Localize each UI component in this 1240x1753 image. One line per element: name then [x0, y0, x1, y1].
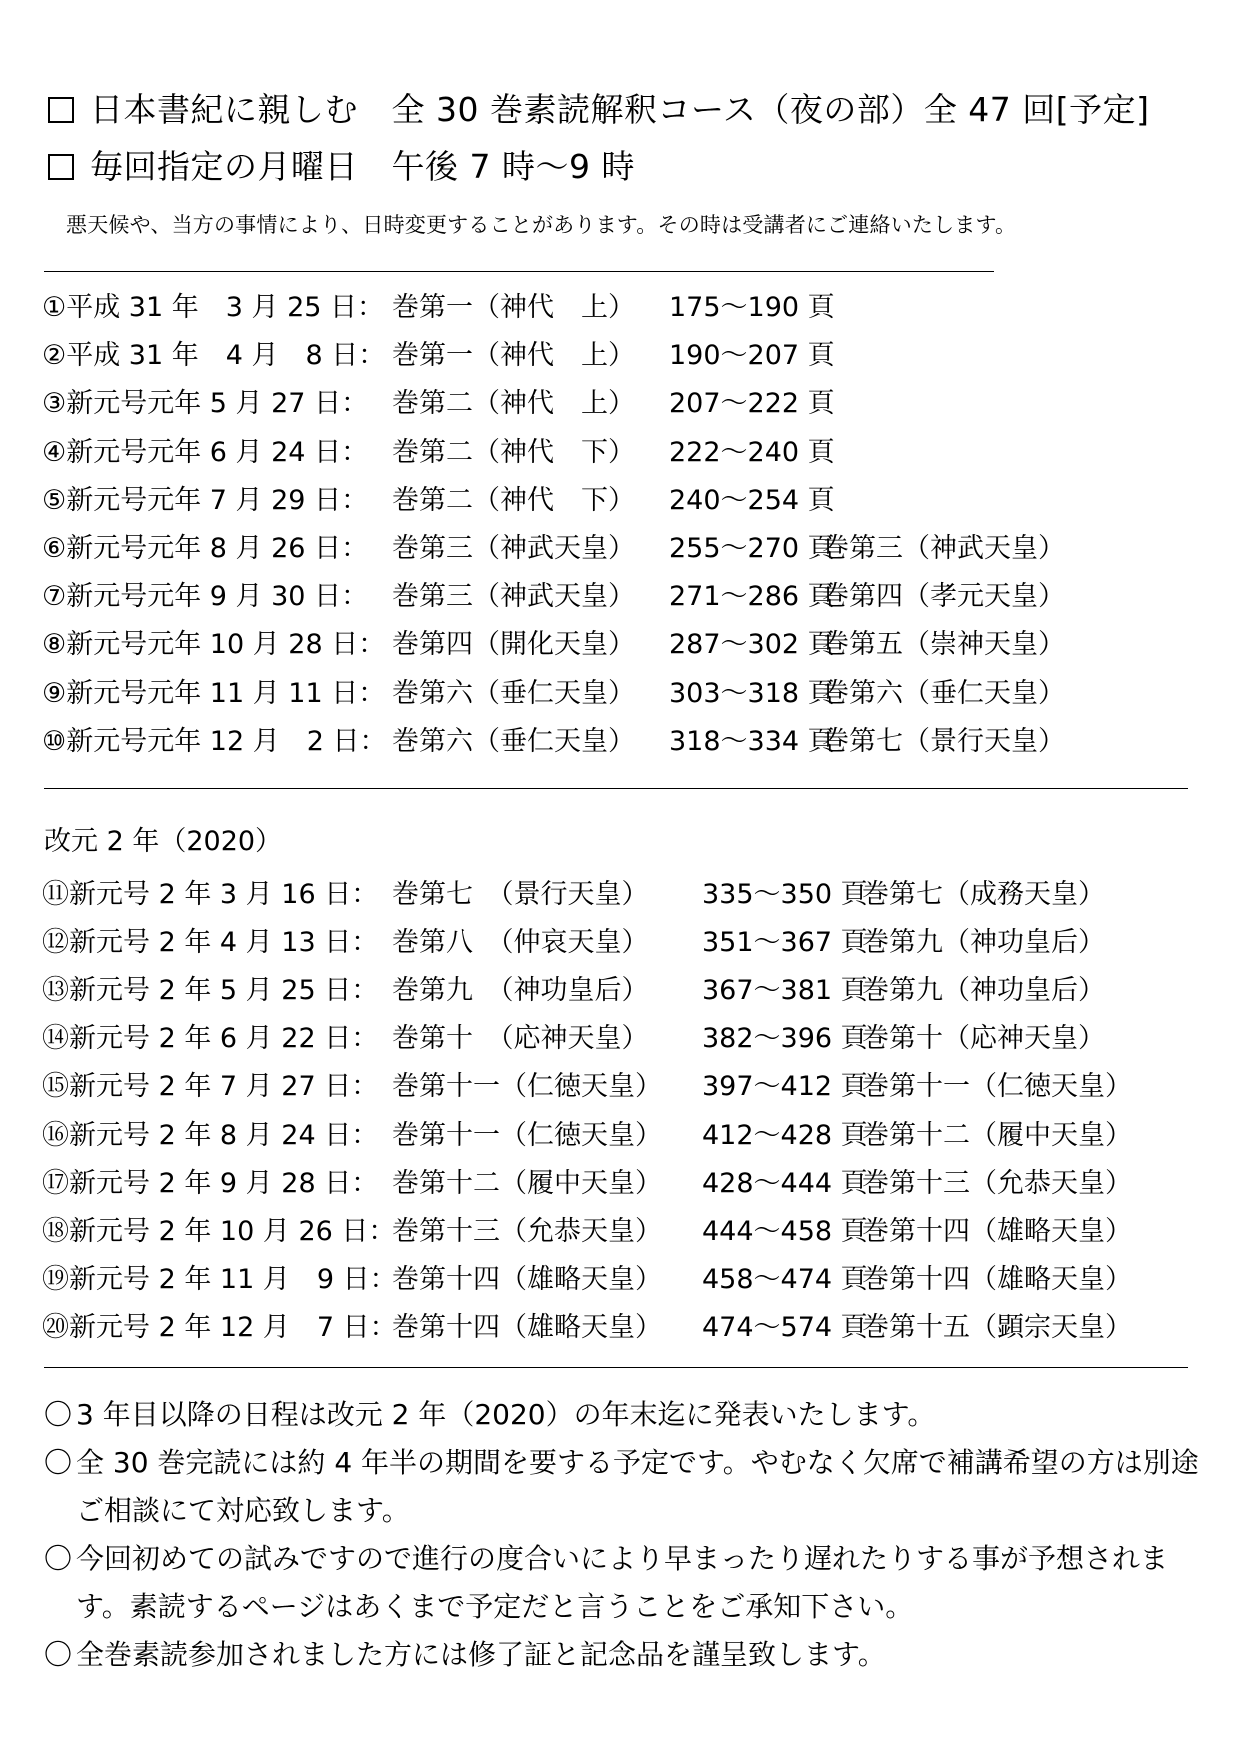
note-item	[44, 1631, 1204, 1679]
note-text: 3 年目以降の日程は改元 2 年（2020）の年末迄に発表いたします。	[76, 1398, 936, 1431]
session-book: 巻第十一（仁徳天皇）	[392, 1071, 662, 1103]
session-pages: 367～381 頁	[702, 975, 868, 1007]
course-title-text: 日本書紀に親しむ 全 30 巻素読解釈コース（夜の部）全 47 回[予定]	[90, 90, 1150, 129]
session-pages: 335～350 頁	[702, 879, 868, 910]
session-book: 巻第六（垂仁天皇）	[392, 725, 635, 757]
circle-bullet-icon: 〇	[44, 1638, 73, 1671]
session-book: 巻第二（神代 上）	[392, 388, 635, 420]
session-next-book: 巻第十五（顕宗天皇）	[862, 1311, 1132, 1343]
session-book: 巻第十四（雄略天皇）	[392, 1311, 662, 1343]
session-next-book: 巻第三（神武天皇）	[822, 533, 1065, 564]
circle-bullet-icon: 〇	[44, 1398, 73, 1431]
divider	[44, 271, 994, 272]
session-book: 巻第四（開化天皇）	[392, 629, 635, 661]
note-text: 全 30 巻完読には約 4 年半の期間を要する予定です。やむなく欠席で補講希望の方は別途ご相談にて対応致します。	[76, 1446, 1199, 1527]
session-date: ⑱新元号 2 年 10 月 26 日：	[42, 1215, 396, 1247]
session-book: 巻第八 （仲哀天皇）	[392, 927, 649, 959]
notes-list	[44, 1391, 1204, 1679]
note-item	[44, 1439, 1204, 1535]
note-item	[44, 1535, 1204, 1631]
divider	[44, 788, 1188, 789]
session-book: 巻第十三（允恭天皇）	[392, 1215, 662, 1247]
session-date: ⑫新元号 2 年 4 月 13 日：	[42, 927, 379, 959]
session-next-book: 巻第七（成務天皇）	[862, 879, 1105, 910]
session-date: ⑧新元号元年 10 月 28 日：	[42, 629, 386, 661]
session-date: ⑩新元号元年 12 月 2 日：	[42, 725, 387, 757]
session-book: 巻第十一（仁徳天皇）	[392, 1119, 662, 1151]
session-pages: 175～190 頁	[669, 292, 835, 323]
session-pages: 428～444 頁	[702, 1167, 868, 1199]
session-pages: 382～396 頁	[702, 1023, 868, 1055]
session-next-book: 巻第九（神功皇后）	[862, 927, 1105, 959]
session-book: 巻第二（神代 下）	[392, 436, 635, 468]
session-pages: 412～428 頁	[702, 1119, 868, 1151]
session-pages: 351～367 頁	[702, 927, 868, 959]
circle-bullet-icon: 〇	[44, 1542, 73, 1575]
session-pages: 240～254 頁	[669, 484, 835, 516]
session-date: ④新元号元年 6 月 24 日：	[42, 436, 369, 468]
session-next-book: 巻第九（神功皇后）	[862, 975, 1105, 1007]
class-time-text: 毎回指定の月曜日 午後 7 時～9 時	[90, 147, 635, 186]
session-book: 巻第七 （景行天皇）	[392, 879, 649, 910]
course-title	[48, 90, 1150, 130]
year-heading: 改元 2 年（2020）	[44, 826, 283, 857]
session-date: ②平成 31 年 4 月 8 日：	[42, 340, 386, 372]
session-next-book: 巻第十三（允恭天皇）	[862, 1167, 1132, 1199]
session-book: 巻第六（垂仁天皇）	[392, 677, 635, 709]
session-pages: 397～412 頁	[702, 1071, 868, 1103]
note-text: 今回初めての試みですので進行の度合いにより早まったり遅れたりする事が予想されます。素読するページはあくまで予定だと言うことをご承知下さい。	[76, 1542, 1169, 1623]
note-item	[44, 1391, 1204, 1439]
session-pages: 222～240 頁	[669, 436, 835, 468]
divider	[44, 1367, 1188, 1368]
session-date: ⑰新元号 2 年 9 月 28 日：	[42, 1167, 379, 1199]
session-pages: 458～474 頁	[702, 1263, 868, 1295]
session-next-book: 巻第四（孝元天皇）	[822, 581, 1065, 613]
session-date: ⑳新元号 2 年 12 月 7 日：	[42, 1311, 397, 1343]
session-next-book: 巻第五（崇神天皇）	[822, 629, 1065, 661]
session-book: 巻第十 （応神天皇）	[392, 1023, 649, 1055]
class-time	[48, 147, 635, 187]
session-pages: 474～574 頁	[702, 1311, 868, 1343]
session-book: 巻第九 （神功皇后）	[392, 975, 649, 1007]
session-date: ⑬新元号 2 年 5 月 25 日：	[42, 975, 379, 1007]
session-book: 巻第三（神武天皇）	[392, 533, 635, 564]
session-date: ⑭新元号 2 年 6 月 22 日：	[42, 1023, 379, 1055]
session-date: ①平成 31 年 3 月 25 日：	[42, 292, 385, 323]
circle-bullet-icon: 〇	[44, 1446, 73, 1479]
schedule-change-notice: 悪天候や、当方の事情により、日時変更することがあります。その時は受講者にご連絡いたします。	[66, 213, 1017, 237]
session-pages: 271～286 頁	[669, 581, 835, 613]
session-date: ⑤新元号元年 7 月 29 日：	[42, 484, 369, 516]
empty-square-icon	[48, 97, 74, 123]
session-book: 巻第十二（履中天皇）	[392, 1167, 662, 1199]
session-next-book: 巻第十二（履中天皇）	[862, 1119, 1132, 1151]
session-pages: 255～270 頁	[669, 533, 835, 564]
session-date: ⑲新元号 2 年 11 月 9 日：	[42, 1263, 397, 1295]
session-book: 巻第十四（雄略天皇）	[392, 1263, 662, 1295]
session-next-book: 巻第十四（雄略天皇）	[862, 1215, 1132, 1247]
session-date: ⑮新元号 2 年 7 月 27 日：	[42, 1071, 379, 1103]
session-next-book: 巻第六（垂仁天皇）	[822, 677, 1065, 709]
session-pages: 287～302 頁	[669, 629, 835, 661]
session-next-book: 巻第十四（雄略天皇）	[862, 1263, 1132, 1295]
session-date: ⑨新元号元年 11 月 11 日：	[42, 677, 386, 709]
session-book: 巻第三（神武天皇）	[392, 581, 635, 613]
session-next-book: 巻第十（応神天皇）	[862, 1023, 1105, 1055]
session-pages: 190～207 頁	[669, 340, 835, 372]
session-book: 巻第一（神代 上）	[392, 340, 635, 372]
session-date: ③新元号元年 5 月 27 日：	[42, 388, 369, 420]
session-next-book: 巻第七（景行天皇）	[822, 725, 1065, 757]
session-pages: 444～458 頁	[702, 1215, 868, 1247]
session-pages: 207～222 頁	[669, 388, 835, 420]
session-date: ⑥新元号元年 8 月 26 日：	[42, 533, 369, 564]
session-pages: 303～318 頁	[669, 677, 835, 709]
session-next-book: 巻第十一（仁徳天皇）	[862, 1071, 1132, 1103]
session-date: ⑦新元号元年 9 月 30 日：	[42, 581, 369, 613]
session-book: 巻第一（神代 上）	[392, 292, 635, 323]
session-date: ⑪新元号 2 年 3 月 16 日：	[42, 879, 379, 910]
session-pages: 318～334 頁	[669, 725, 835, 757]
note-text: 全巻素読参加されました方には修了証と記念品を謹呈致します。	[76, 1638, 886, 1671]
session-book: 巻第二（神代 下）	[392, 484, 635, 516]
session-date: ⑯新元号 2 年 8 月 24 日：	[42, 1119, 379, 1151]
empty-square-icon	[48, 154, 74, 180]
